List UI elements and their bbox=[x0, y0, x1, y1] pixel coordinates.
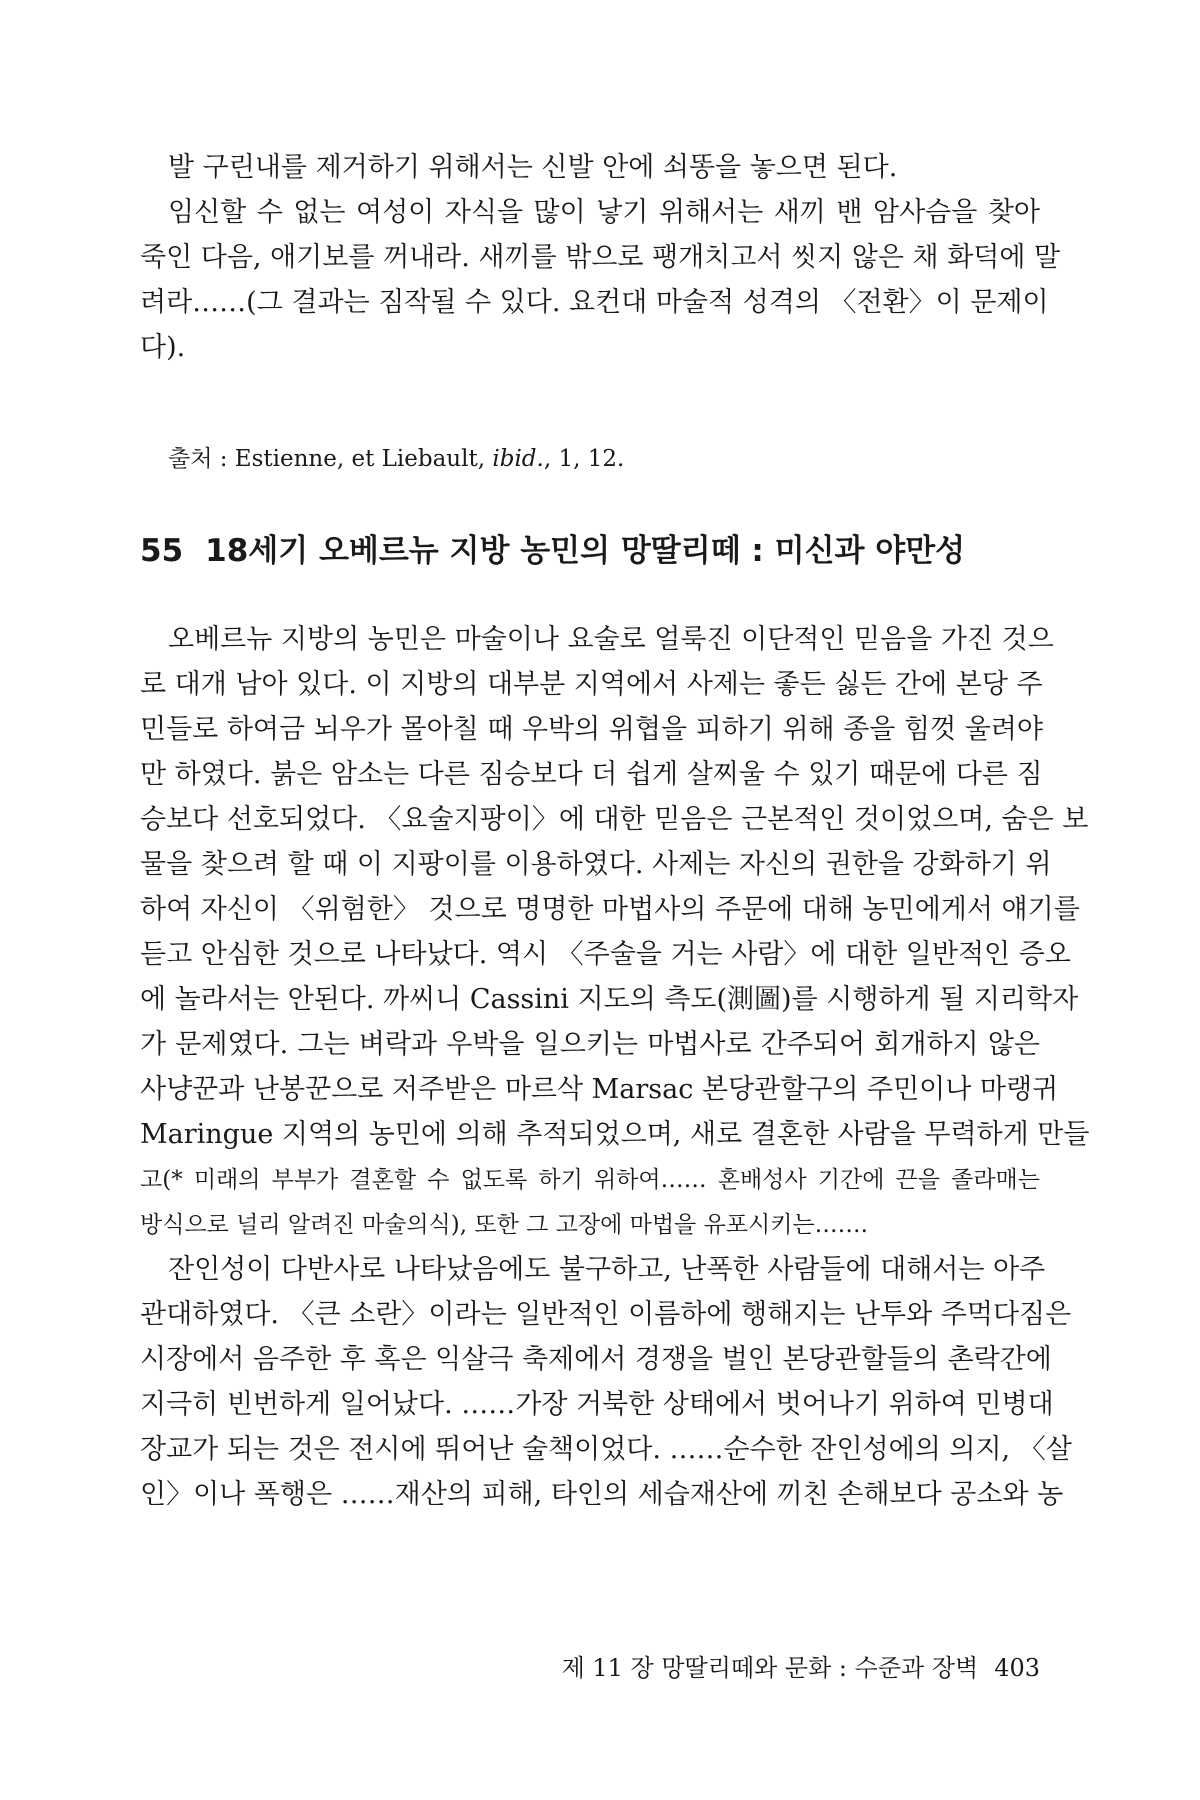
text-line: 죽인 다음, 애기보를 꺼내라. 새끼를 밖으로 팽개치고서 씻지 않은 채 화덕에 말 bbox=[140, 242, 1061, 273]
text-line: 민들로 하여금 뇌우가 몰아칠 때 우박의 위협을 피하기 위해 종을 힘껏 울려야 bbox=[140, 714, 1043, 745]
text-line: 만 하였다. 붉은 암소는 다른 짐승보다 더 쉽게 살찌울 수 있기 때문에 다른 짐 bbox=[140, 759, 1043, 790]
text-line: 다). bbox=[140, 332, 186, 363]
text-line: 임신할 수 없는 여성이 자식을 많이 낳기 위해서는 새끼 밴 암사슴을 찾아 bbox=[168, 197, 1040, 228]
text-line: 관대하였다. 〈큰 소란〉이라는 일반적인 이름하에 행해지는 난투와 주먹다짐은 bbox=[140, 1299, 1072, 1330]
section-title: 18세기 오베르뉴 지방 농민의 망딸리떼 : 미신과 야만성 bbox=[205, 533, 966, 569]
text-line: 인〉이나 폭행은 ……재산의 피해, 타인의 세습재산에 끼친 손해보다 공소와 농 bbox=[140, 1479, 1064, 1510]
source-citation bbox=[168, 443, 624, 475]
source-prefix: 출처 : Estienne, et Liebault, bbox=[168, 446, 493, 472]
section-heading bbox=[140, 530, 1040, 572]
text-line: 물을 찾으려 할 때 이 지팡이를 이용하였다. 사제는 자신의 권한을 강화하기 위 bbox=[140, 849, 1052, 880]
text-line: 고(* 미래의 부부가 결혼할 수 없도록 하기 위하여…… 혼배성사 기간에 끈을 졸라매는 bbox=[140, 1167, 1040, 1193]
text-line: 장교가 되는 것은 전시에 뛰어난 술책이었다. ……순수한 잔인성에의 의지, 〈살 bbox=[140, 1434, 1072, 1465]
text-line: Maringue 지역의 농민에 의해 추적되었으며, 새로 결혼한 사람을 무력하게 만들 bbox=[140, 1119, 1090, 1150]
chapter-title: 제 11 장 망딸리떼와 문화 : 수준과 장벽 bbox=[561, 1654, 979, 1682]
text-line: 오베르뉴 지방의 농민은 마술이나 요술로 얼룩진 이단적인 믿음을 가진 것으 bbox=[168, 624, 1054, 655]
text-line: 발 구린내를 제거하기 위해서는 신발 안에 쇠똥을 놓으면 된다. bbox=[168, 152, 898, 183]
text-line: 승보다 선호되었다. 〈요술지팡이〉에 대한 믿음은 근본적인 것이었으며, 숨은 보 bbox=[140, 804, 1089, 835]
text-line: 지극히 빈번하게 일어났다. ……가장 거북한 상태에서 벗어나기 위하여 민병대 bbox=[140, 1389, 1054, 1420]
text-line: 려라……(그 결과는 짐작될 수 있다. 요컨대 마술적 성격의 〈전환〉이 문제이 bbox=[140, 287, 1049, 318]
page-number: 403 bbox=[994, 1654, 1040, 1682]
text-line: 방식으로 널리 알려진 마술의식), 또한 그 고장에 마법을 유포시키는……. bbox=[140, 1212, 868, 1238]
text-line: 가 문제였다. 그는 벼락과 우박을 일으키는 마법사로 간주되어 회개하지 않은 bbox=[140, 1029, 1040, 1060]
source-italic: ibid. bbox=[492, 446, 544, 472]
text-line: 사냥꾼과 난봉꾼으로 저주받은 마르삭 Marsac 본당관할구의 주민이나 마랭귀 bbox=[140, 1074, 1059, 1105]
text-line: 시장에서 음주한 후 혹은 익살극 축제에서 경쟁을 벌인 본당관할들의 촌락간에 bbox=[140, 1344, 1052, 1375]
source-suffix: , 1, 12. bbox=[543, 446, 625, 472]
text-line: 잔인성이 다반사로 나타났음에도 불구하고, 난폭한 사람들에 대해서는 아주 bbox=[168, 1254, 1046, 1285]
text-line: 듣고 안심한 것으로 나타났다. 역시 〈주술을 거는 사람〉에 대한 일반적인 증오 bbox=[140, 939, 1071, 970]
text-line: 에 놀라서는 안된다. 까씨니 Cassini 지도의 측도(測圖)를 시행하게 될 지리학자 bbox=[140, 984, 1079, 1015]
text-line: 하여 자신이 〈위험한〉 것으로 명명한 마법사의 주문에 대해 농민에게서 얘기를 bbox=[140, 894, 1080, 925]
running-footer bbox=[562, 1652, 1040, 1684]
text-line: 로 대개 남아 있다. 이 지방의 대부분 지역에서 사제는 좋든 싫든 간에 본당 주 bbox=[140, 669, 1043, 700]
section-number: 55 bbox=[140, 533, 184, 569]
